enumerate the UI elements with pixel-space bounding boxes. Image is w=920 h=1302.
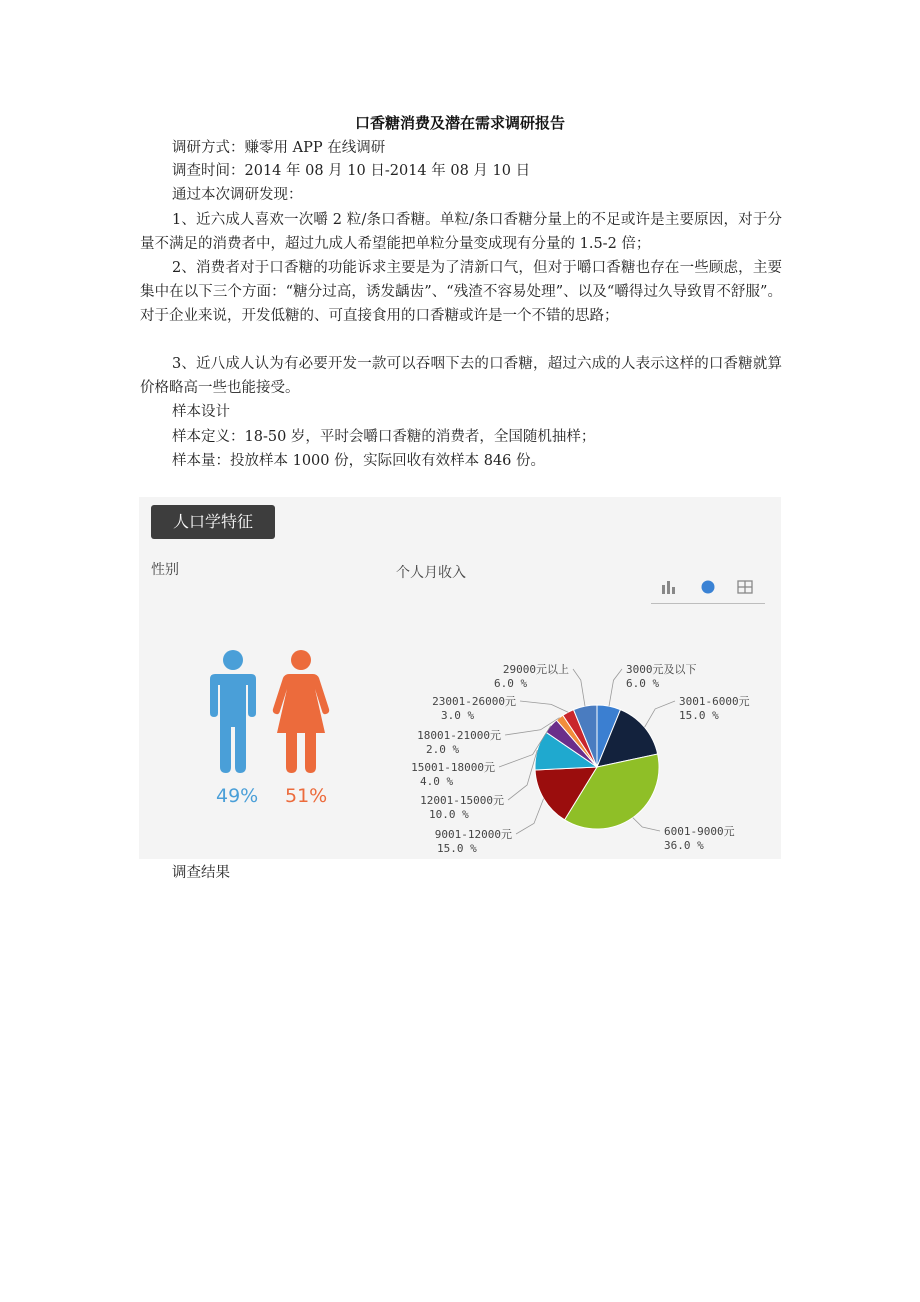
pie-slice-value: 15.0 % (437, 842, 477, 855)
sample-size: 样本量：投放样本 1000 份，实际回收有效样本 846 份。 (172, 453, 546, 469)
pie-leader-line (633, 818, 660, 831)
pie-slice-value: 15.0 % (679, 709, 719, 722)
income-label: 个人月收入 (396, 565, 466, 581)
pie-slice-label: 9001-12000元 (434, 828, 512, 841)
survey-method: 调研方式：赚零用 APP 在线调研 (172, 140, 386, 156)
pie-slice-value: 4.0 % (420, 775, 454, 788)
finding-3: 3、近八成人认为有必要开发一款可以吞咽下去的口香糖，超过六成的人表示这样的口香糖就算价格略高一些也能接受。 (140, 356, 782, 396)
pie-slice-value: 3.0 % (441, 709, 475, 722)
pie-slice-value: 6.0 % (494, 677, 528, 690)
female-percentage: 51% (285, 785, 328, 807)
findings-intro: 通过本次调研发现： (172, 187, 303, 203)
pie-leader-line (516, 799, 544, 834)
pie-leader-line (645, 701, 675, 727)
pie-leader-line (573, 669, 585, 706)
sample-design-heading: 样本设计 (172, 404, 230, 420)
pie-leader-line (508, 750, 537, 800)
pie-slice-label: 3001-6000元 (679, 695, 750, 708)
demographics-figure (139, 497, 781, 859)
pie-slice-label: 23001-26000元 (432, 695, 516, 708)
pie-slice-value: 10.0 % (429, 808, 469, 821)
pie-slice-label: 18001-21000元 (417, 729, 501, 742)
income-pie-chart (139, 497, 781, 859)
pie-slice-label: 15001-18000元 (411, 761, 495, 774)
report-title: 口香糖消费及潜在需求调研报告 (354, 114, 565, 132)
pie-slice-label: 6001-9000元 (664, 825, 735, 838)
pie-slice-value: 2.0 % (426, 743, 460, 756)
survey-time: 调查时间：2014 年 08 月 10 日-2014 年 08 月 10 日 (172, 163, 531, 179)
pie-slice-label: 3000元及以下 (626, 663, 697, 676)
pie-slice-value: 36.0 % (664, 839, 704, 852)
sample-definition: 样本定义：18-50 岁，平时会嚼口香糖的消费者，全国随机抽样； (172, 429, 596, 445)
finding-1: 1、近六成人喜欢一次嚼 2 粒/条口香糖。单粒/条口香糖分量上的不足或许是主要原因，对于分量不满足的消费者中，超过九成人希望能把单粒分量变成现有分量的 1.5-2 倍； (140, 212, 782, 252)
pie-leader-line (520, 701, 568, 712)
pie-slice-label: 12001-15000元 (420, 794, 504, 807)
male-percentage: 49% (216, 785, 259, 807)
demographics-badge: 人口学特征 (151, 505, 275, 539)
results-heading: 调查结果 (172, 865, 230, 881)
pie-slice-label: 29000元以上 (502, 663, 569, 676)
pie-slice-value: 6.0 % (626, 677, 660, 690)
gender-label: 性别 (151, 562, 179, 578)
pie-leader-line (609, 669, 622, 706)
finding-2: 2、消费者对于口香糖的功能诉求主要是为了清新口气，但对于嚼口香糖也存在一些顾虑，主要集中在以下三个方面：“糖分过高，诱发龋齿”、“残渣不容易处理”、以及“嚼得过久导致胃不舒服”。对于企业来说，开发低糖的、可直接食用的口香糖或许是一个不错的思路； (140, 260, 782, 324)
